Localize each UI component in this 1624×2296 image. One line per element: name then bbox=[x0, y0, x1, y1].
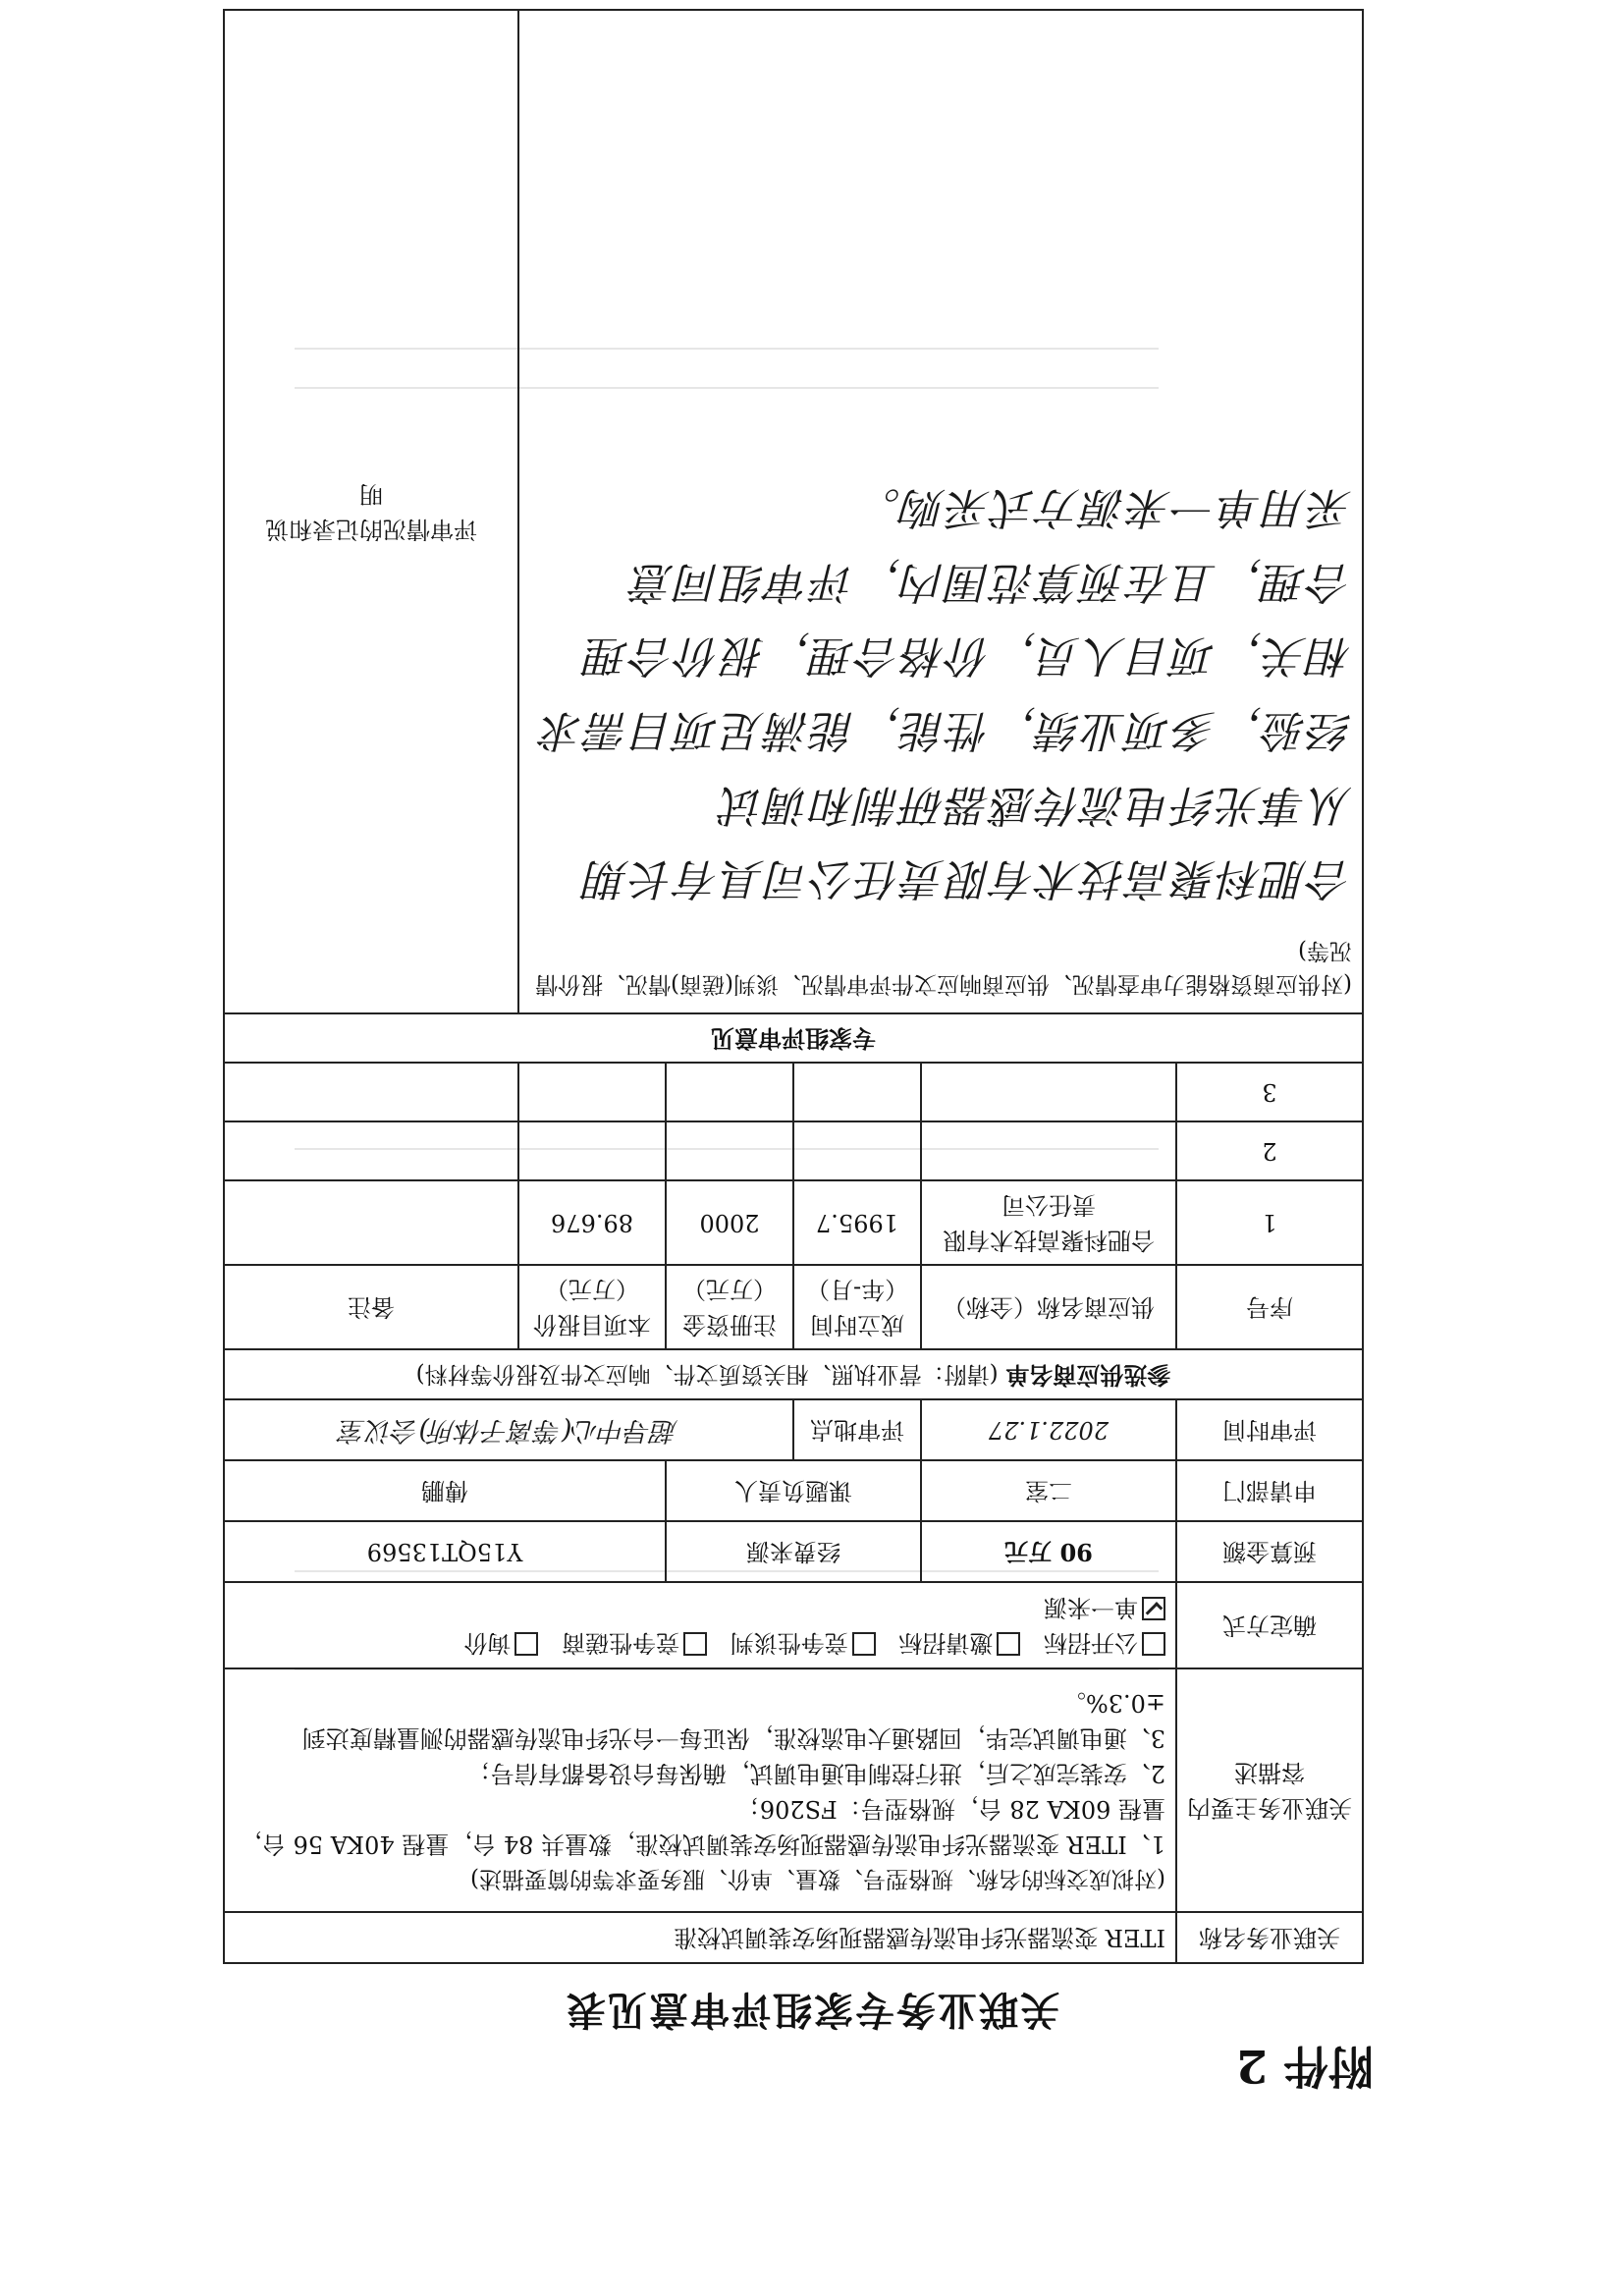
supplier-founded bbox=[793, 1064, 921, 1122]
column-header-remark: 备注 bbox=[224, 1266, 518, 1350]
fund-source-label: 经费来源 bbox=[666, 1521, 921, 1582]
leader-value: 傅鹏 bbox=[224, 1460, 666, 1521]
expert-opinion-handwriting bbox=[529, 469, 1352, 915]
expert-opinion-line-6: 采用单一来源方式采购。 bbox=[855, 482, 1352, 533]
column-header-no: 序号 bbox=[1176, 1266, 1363, 1350]
checkbox-checked-icon bbox=[1142, 1597, 1165, 1620]
column-header-name: 供应商名称（全称） bbox=[921, 1266, 1176, 1350]
method-row bbox=[224, 1582, 1363, 1668]
review-time-label: 评审时间 bbox=[1176, 1399, 1363, 1460]
supplier-row bbox=[224, 1181, 1363, 1266]
supplier-capital bbox=[666, 1122, 793, 1181]
dept-value: 二室 bbox=[921, 1460, 1176, 1521]
supplier-columns-row bbox=[224, 1266, 1363, 1350]
checkbox-icon bbox=[1142, 1632, 1165, 1656]
review-time-row bbox=[224, 1399, 1363, 1460]
review-place-label: 评审地点 bbox=[793, 1399, 921, 1460]
content-line-2: 2、安装完成之后，进行控制电通电调试，确保每台设备都有信号； bbox=[466, 1759, 1165, 1787]
content-line-3: 3、通电调试完毕，回路通大电流校准，保证每一台光纤电流传感器的测量精度达到±0.3%。 bbox=[301, 1688, 1165, 1752]
expert-opinion-cell bbox=[518, 11, 1363, 1014]
checkbox-icon bbox=[514, 1632, 538, 1656]
supplier-header: 参选供应商名单 bbox=[1005, 1361, 1171, 1390]
method-option-negotiation[interactable]: 竞争性谈判 bbox=[731, 1629, 876, 1657]
supplier-row bbox=[224, 1064, 1363, 1122]
review-record-label: 评审情况的记录和说明 bbox=[224, 11, 518, 1014]
supplier-header-cell bbox=[224, 1350, 1363, 1400]
content-label: 关联业务主要内容描述 bbox=[1176, 1668, 1363, 1912]
supplier-no: 3 bbox=[1176, 1064, 1363, 1122]
checkbox-icon bbox=[997, 1632, 1020, 1656]
expert-opinion-row bbox=[224, 11, 1363, 1014]
review-place-value: 超导中心(等离子体所)会议室 bbox=[224, 1399, 793, 1460]
document-title: 关联业务专家组评审意见表 bbox=[565, 1987, 1059, 2033]
method-option-public[interactable]: 公开招标 bbox=[1044, 1629, 1165, 1657]
business-name-row bbox=[224, 1912, 1363, 1963]
content-note: (对拟成交标的名称、规格型号、数量、单价、服务要求等的简要描述) bbox=[470, 1866, 1165, 1892]
supplier-header-row bbox=[224, 1350, 1363, 1400]
method-option-inquiry[interactable]: 询价 bbox=[463, 1629, 538, 1657]
expert-opinion-line-3: 经验，多项业绩，性能，能满足项目需求 bbox=[539, 705, 1352, 756]
method-options bbox=[224, 1582, 1176, 1668]
column-header-capital: 注册资金（万元） bbox=[666, 1266, 793, 1350]
supplier-founded: 1995.7 bbox=[793, 1181, 921, 1266]
budget-label: 预算金额 bbox=[1176, 1521, 1363, 1582]
leader-label: 课题负责人 bbox=[666, 1460, 921, 1521]
business-name-label: 关联业务名称 bbox=[1176, 1912, 1363, 1963]
content-cell bbox=[224, 1668, 1176, 1912]
supplier-remark bbox=[224, 1181, 518, 1266]
method-label: 确定方式 bbox=[1176, 1582, 1363, 1668]
expert-opinion-line-2: 从事光纤电流传感器研制和调试 bbox=[720, 779, 1352, 830]
budget-row bbox=[224, 1521, 1363, 1582]
expert-opinion-line-5: 合理，且在预算范围内，评审组同意 bbox=[629, 556, 1352, 607]
review-time-value: 2022.1.27 bbox=[921, 1399, 1176, 1460]
method-option-single-source[interactable]: 单一来源 bbox=[1044, 1594, 1165, 1621]
supplier-capital bbox=[666, 1064, 793, 1122]
supplier-quote bbox=[518, 1122, 666, 1181]
column-header-founded: 成立时间（年-月） bbox=[793, 1266, 921, 1350]
supplier-remark bbox=[224, 1122, 518, 1181]
supplier-capital: 2000 bbox=[666, 1181, 793, 1266]
expert-header-row bbox=[224, 1014, 1363, 1064]
dept-row bbox=[224, 1460, 1363, 1521]
checkbox-icon bbox=[683, 1632, 707, 1656]
supplier-name bbox=[921, 1064, 1176, 1122]
content-row bbox=[224, 1668, 1363, 1912]
supplier-note: (请附：营业执照、相关资质文件、响应文件及报价等材料) bbox=[415, 1361, 999, 1387]
annex-label: 附件 2 bbox=[1235, 2040, 1374, 2093]
supplier-no: 2 bbox=[1176, 1122, 1363, 1181]
supplier-quote: 89.676 bbox=[518, 1181, 666, 1266]
supplier-remark bbox=[224, 1064, 518, 1122]
expert-note: (对供应商资格能力审查情况、供应商响应文件评审情况、谈判(磋商)情况、报价情况等) bbox=[535, 938, 1352, 998]
fund-source-value: Y15QT13569 bbox=[224, 1521, 666, 1582]
method-option-consultation[interactable]: 竞争性磋商 bbox=[562, 1629, 707, 1657]
supplier-row bbox=[224, 1122, 1363, 1181]
supplier-founded bbox=[793, 1122, 921, 1181]
column-header-quote: 本项目报价（万元） bbox=[518, 1266, 666, 1350]
method-option-invited[interactable]: 邀请招标 bbox=[898, 1629, 1020, 1657]
checkbox-icon bbox=[852, 1632, 876, 1656]
business-name-value: ITER 变流器光纤电流传感器现场安装调试校准 bbox=[224, 1912, 1176, 1963]
content-line-1: 1、ITER 变流器光纤电流传感器现场安装调试校准，数量共 84 台，量程 40KA 56 台，量程 60KA 28 台，规格型号：FS206； bbox=[238, 1794, 1165, 1858]
expert-opinion-line-4: 相关，项目人员，价格合理，报价合理 bbox=[584, 630, 1352, 682]
supplier-no: 1 bbox=[1176, 1181, 1363, 1266]
budget-value: 90 万元 bbox=[921, 1521, 1176, 1582]
expert-header: 专家组评审意见 bbox=[224, 1014, 1363, 1064]
supplier-name: 合肥科聚高技术有限责任公司 bbox=[921, 1181, 1176, 1266]
dept-label: 申请部门 bbox=[1176, 1460, 1363, 1521]
supplier-quote bbox=[518, 1064, 666, 1122]
expert-opinion-line-1: 合肥科聚高技术有限责任公司具有长期 bbox=[584, 853, 1352, 904]
supplier-name bbox=[921, 1122, 1176, 1181]
review-form-table bbox=[223, 10, 1364, 1965]
